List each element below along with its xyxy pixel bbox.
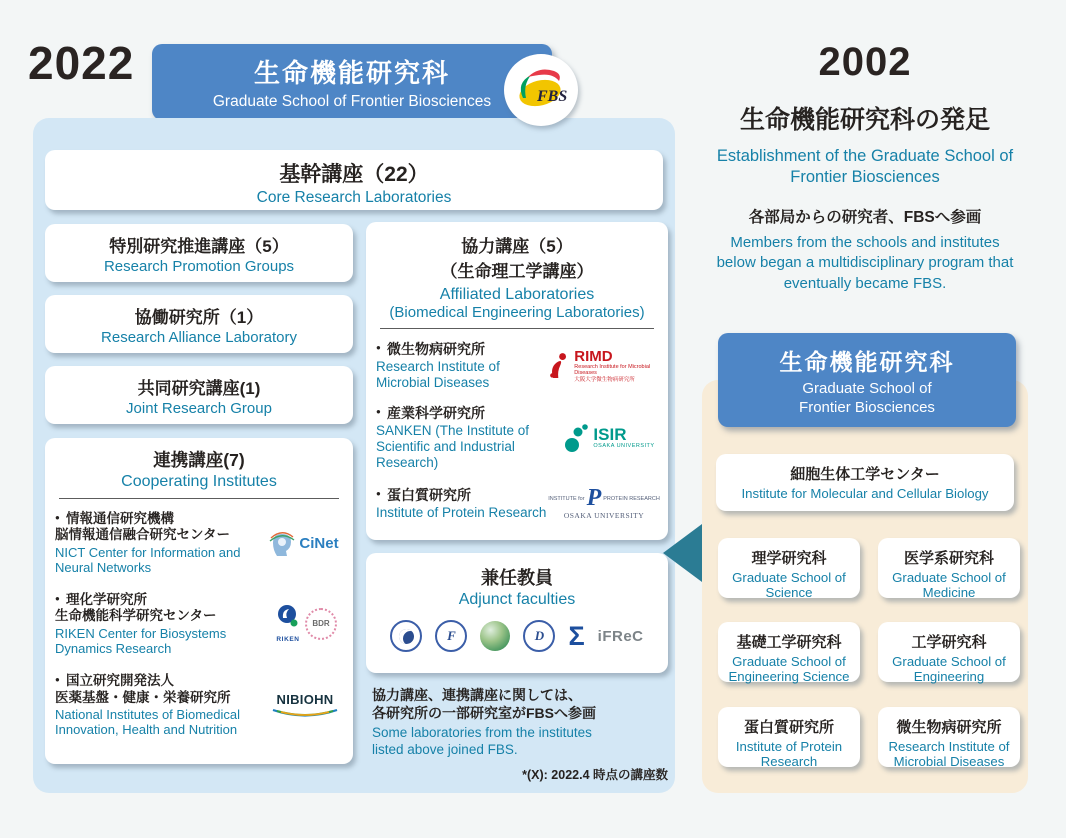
ipr-jp: ● 蛋白質研究所 [376, 487, 548, 504]
nibiohn-arc-icon [269, 707, 341, 719]
grid-box-protein-research [718, 707, 860, 770]
protein-research-jp: 蛋白質研究所 [743, 719, 834, 736]
ipr-sub1: INSTITUTE for [548, 495, 585, 502]
research-alliance-box [45, 295, 353, 353]
note-jp2: 各研究所の一部研究室がFBSへ参画 [372, 705, 596, 722]
affiliated-item-ipr [366, 484, 668, 521]
riken-jp2: 生命機能科学研究センター [55, 608, 217, 624]
nibiohn-jp2: 医薬基盤・健康・栄養研究所 [55, 689, 231, 705]
imcb-en: Institute for Molecular and Cellular Biology [741, 486, 989, 501]
nict-en: NICT Center for Information and Neural Networks [55, 544, 241, 576]
riken-mark-icon [275, 604, 301, 630]
establishment-title-jp: 生命機能研究科の発足 [739, 106, 990, 134]
nict-jp1: ● 情報通信研究機構 [55, 511, 263, 527]
grid-box-microbial-diseases [878, 707, 1020, 770]
members-sub-en2: below began a multidisciplinary program that [716, 254, 1014, 272]
microbial-diseases-en: Research Institute of Microbial Diseases [888, 739, 1010, 770]
members-sub-en1: Members from the schools and institutes [730, 234, 1000, 251]
members-sub-en3: eventually became FBS. [783, 274, 947, 292]
ipr-p-mark: P [586, 484, 602, 511]
research-alliance-en: Research Alliance Laboratory [101, 329, 297, 346]
isir-wordmark: ISIR [593, 425, 627, 445]
affiliated-jp2: （生命理工学講座） [440, 262, 594, 281]
adjunct-faculties-box [366, 553, 668, 673]
fbs-2002-jp: 生命機能研究科 [779, 349, 955, 375]
rimd-sub-jp: 大阪大学微生物病研究所 [574, 376, 635, 383]
cooperating-en: Cooperating Institutes [121, 473, 277, 490]
research-promotion-box [45, 224, 353, 282]
nibiohn-logo [265, 692, 345, 719]
isir-sub: OSAKA UNIVERSITY [593, 443, 655, 450]
research-promotion-jp: 特別研究推進講座（5） [109, 237, 289, 256]
cooperating-institutes-box [45, 438, 353, 764]
divider [380, 328, 654, 329]
fbs-2002-en2: Frontier Biosciences [799, 398, 935, 416]
ipr-logo [548, 484, 660, 520]
nibiohn-en: National Institutes of Biomedical Innovation, Health and Nutrition [55, 707, 240, 738]
osaka-university-seal-icon [390, 620, 422, 652]
research-alliance-jp: 協働研究所（1） [134, 308, 264, 327]
bdr-logo: BDR [305, 608, 337, 640]
establishment-title-en2: Frontier Biosciences [790, 167, 940, 186]
engineering-science-jp: 基礎工学研究科 [736, 634, 842, 651]
isir-logo [560, 423, 660, 453]
affiliated-item-isir [366, 405, 668, 471]
grid-box-science [718, 538, 860, 601]
footnote-block [372, 686, 668, 783]
joint-research-en: Joint Research Group [126, 400, 272, 417]
nibiohn-jp1: ● 国立研究開発法人 [55, 673, 265, 689]
riken-en: RIKEN Center for Biosystems Dynamics Research [55, 625, 227, 656]
adjunct-jp: 兼任教員 [481, 568, 553, 588]
affiliated-item-rimd [366, 341, 668, 391]
ipr-sub2: PROTEIN RESEARCH [603, 495, 660, 502]
engineering-science-en: Graduate School of Engineering Science [728, 654, 850, 685]
core-research-jp: 基幹講座（22） [279, 163, 429, 186]
joint-research-box [45, 366, 353, 424]
engineering-jp: 工学研究科 [911, 634, 987, 651]
nibiohn-wordmark: NIBIOHN [276, 691, 334, 707]
joint-research-jp: 共同研究講座(1) [137, 379, 261, 398]
affiliated-en2: (Biomedical Engineering Laboratories) [389, 304, 645, 321]
riken-wordmark: RIKEN [276, 636, 300, 644]
affiliated-jp1: 協力講座（5） [461, 237, 573, 256]
svg-text:FBS: FBS [537, 88, 568, 105]
note-en1: Some laboratories from the institutes [372, 725, 592, 741]
rimd-en: Research Institute of Microbial Diseases [376, 359, 500, 390]
molecular-cellular-biology-box [716, 454, 1014, 511]
fbs-2002-header-box [718, 333, 1016, 427]
f-seal-icon: F [435, 620, 467, 652]
affiliated-laboratories-box [366, 222, 668, 540]
cooperating-item-riken [45, 592, 353, 657]
members-sub-jp: 各部局からの研究者、FBSへ参画 [748, 209, 982, 226]
medicine-jp: 医学系研究科 [903, 550, 994, 567]
divider [59, 498, 339, 499]
fbs-header-title-jp: 生命機能研究科 [253, 58, 450, 88]
members-sub-en [678, 233, 1052, 294]
fbs-logo-swoosh-icon [511, 65, 571, 115]
note-footnote: *(X): 2022.4 時点の講座数 [522, 768, 668, 783]
fbs-header-title-en: Graduate School of Frontier Biosciences [212, 93, 492, 110]
fbs-header-box [152, 44, 552, 120]
cinet-wordmark: CiNet [299, 534, 339, 552]
research-promotion-en: Research Promotion Groups [103, 258, 295, 275]
riken-logo [275, 604, 301, 643]
rimd-jp: ● 微生物病研究所 [376, 341, 548, 358]
sanken-jp: ● 産業科学研究所 [376, 405, 560, 422]
rimd-sub-en: Research Institute for Microbial Diseases [574, 363, 651, 377]
cooperating-item-nict [45, 511, 353, 576]
ipr-en: Institute of Protein Research [376, 504, 547, 520]
ipr-univ: OSAKA UNIVERSITY [563, 510, 645, 520]
riken-jp1: ● 理化学研究所 [55, 592, 267, 608]
protein-research-en: Institute of Protein Research [735, 739, 843, 770]
note-jp1: 協力講座、連携講座に関しては、 [372, 687, 582, 703]
note-en2: listed above joined FBS. [372, 742, 518, 758]
arrow-left-icon [663, 524, 702, 582]
adjunct-logos-row [366, 620, 668, 652]
d-seal-icon: D [523, 620, 555, 652]
establishment-title-en1: Establishment of the Graduate School of [716, 147, 1014, 165]
fbs-2002-en1: Graduate School of [802, 380, 932, 397]
rimd-logo [548, 349, 660, 384]
core-research-box [45, 150, 663, 210]
isir-dots-icon [565, 423, 589, 453]
imcb-jp: 細胞生体工学センター [790, 466, 940, 483]
core-research-en: Core Research Laboratories [256, 189, 452, 206]
microbial-diseases-jp: 微生物病研究所 [896, 719, 1002, 736]
science-jp: 理学研究科 [751, 550, 827, 567]
cinet-head-icon [269, 528, 295, 558]
fbs-logo [504, 54, 578, 126]
cinet-logo [263, 528, 345, 558]
grid-box-engineering-science [718, 622, 860, 685]
affiliated-en1: Affiliated Laboratories [439, 286, 595, 303]
sigma-icon: Σ [568, 620, 585, 651]
rimd-wordmark: RIMD [574, 347, 613, 365]
engineering-en: Graduate School of Engineering [892, 654, 1006, 685]
sanken-en: SANKEN (The Institute of Scientific and Industrial Research) [376, 423, 530, 470]
science-en: Graduate School of Science [732, 570, 846, 601]
year-label-2022: 2022 [28, 37, 135, 89]
rimd-mark-icon [548, 350, 570, 382]
adjunct-en: Adjunct faculties [458, 591, 576, 608]
grid-box-medicine [878, 538, 1020, 601]
establishment-title-en [690, 146, 1040, 187]
medicine-en: Graduate School of Medicine [892, 570, 1006, 601]
cooperating-item-nibiohn [45, 673, 353, 738]
year-label-2002: 2002 [818, 40, 912, 84]
grid-box-engineering [878, 622, 1020, 685]
ifrec-logo: iFReC [597, 627, 644, 645]
globe-icon [480, 621, 510, 651]
cooperating-jp: 連携講座(7) [153, 450, 245, 470]
nict-jp2: 脳情報通信融合研究センター [55, 527, 230, 543]
